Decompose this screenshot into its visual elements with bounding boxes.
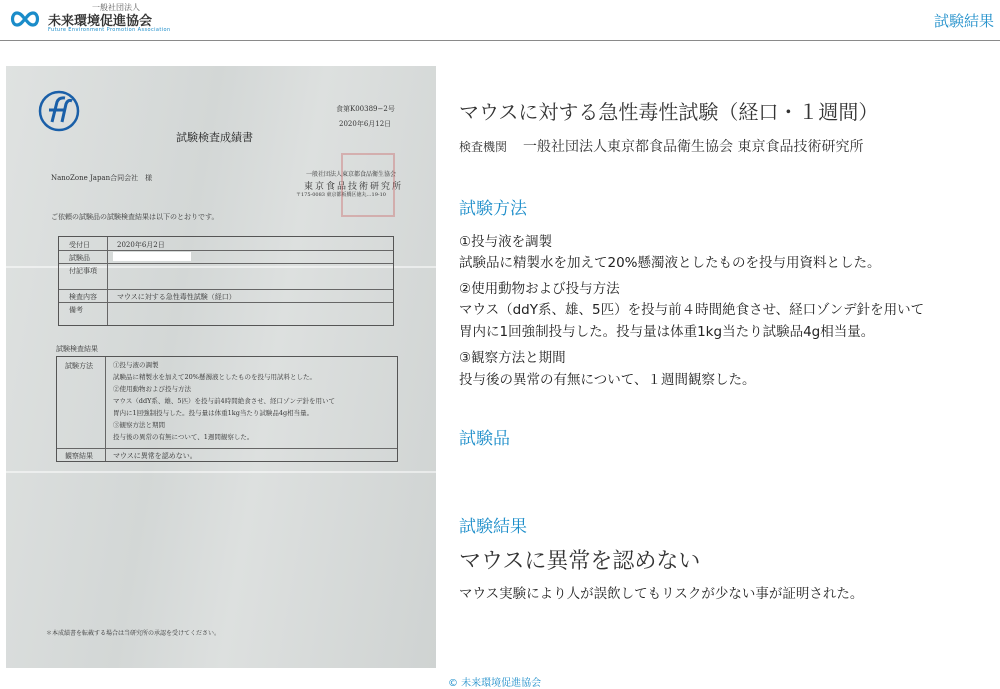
- reception-table: [58, 236, 394, 326]
- fold-line: [6, 471, 436, 473]
- table-label: 試験品: [69, 254, 90, 262]
- org-name: 未来環境促進協会: [48, 14, 153, 29]
- table-label: 観察結果: [65, 452, 93, 460]
- method-line: 胃内に1回強制投与した。投与量は体重1kg当たり試験品4g相当量。: [459, 324, 875, 340]
- certificate-paper: [6, 66, 436, 668]
- method-line: 試験品に精製水を加えて20%懸濁液としたものを投与用資料とした。: [459, 255, 881, 271]
- certificate-footnote: ＊本成績書を転載する場合は当研究所の承認を受けてください。: [46, 630, 221, 637]
- infinity-logo-icon: [8, 10, 42, 28]
- issuer-lab: 東京食品技術研究所: [304, 182, 404, 192]
- agency-value: 一般社団法人東京都食品衛生協会 東京食品技術研究所: [523, 139, 864, 155]
- table-label: 付記事項: [69, 267, 97, 275]
- method-line: ③観察方法と期間: [459, 350, 566, 366]
- reference-number: 食第K00389−2号: [336, 105, 395, 113]
- org-english-name: Future Environment Promotion Association: [48, 27, 171, 33]
- method-line: ①投与液の調製: [113, 361, 159, 369]
- table-label: 試験方法: [65, 362, 93, 370]
- table-label: 備考: [69, 306, 83, 314]
- certificate-title: 試験検査成績書: [176, 131, 253, 144]
- result-note: マウス実験により人が誤飲してもリスクが少ない事が証明された。: [459, 586, 864, 602]
- method-line: マウス（ddY系、雄、5匹）を投与前4時間絶食させ、経口ゾンデ針を用いて: [113, 397, 335, 405]
- org-logo: [8, 2, 208, 36]
- method-line: ①投与液を調製: [459, 234, 553, 250]
- results-table: [56, 356, 398, 462]
- header-divider: [0, 40, 1000, 41]
- agency-label: 検査機関: [459, 140, 508, 154]
- sample-heading: 試験品: [459, 429, 510, 449]
- method-line: ③観察方法と期間: [113, 421, 165, 429]
- method-line: 投与後の異常の有無について、1週間観察した。: [113, 433, 254, 441]
- method-line: ②使用動物および投与方法: [113, 385, 191, 393]
- table-label: 検査内容: [69, 293, 97, 301]
- method-line: マウス（ddY系、雄、5匹）を投与前４時間絶食させ、経口ゾンデ針を用いて: [459, 302, 925, 318]
- lab-logo-icon: [38, 90, 80, 132]
- method-heading: 試験方法: [459, 199, 527, 219]
- document-date: 2020年6月12日: [339, 120, 392, 128]
- method-line: ②使用動物および投与方法: [459, 281, 620, 297]
- org-type-label: 一般社団法人: [92, 3, 140, 12]
- testing-agency: [459, 136, 863, 156]
- method-line: 投与後の異常の有無について、１週間観察した。: [459, 372, 756, 388]
- section-title: 試験結果: [933, 12, 994, 30]
- copyright: © 未来環境促進協会: [448, 678, 542, 689]
- certificate-intro: ご依頼の試験品の試験検査結果は以下のとおりです。: [51, 213, 219, 221]
- result-headline: マウスに異常を認めない: [459, 549, 701, 574]
- certificate-image: [6, 66, 436, 668]
- table-label: 受付日: [69, 241, 90, 249]
- addressee: NanoZone Japan合同会社 様: [51, 174, 153, 182]
- table-value: マウスに対する急性毒性試験（経口）: [117, 293, 236, 301]
- official-seal: [341, 153, 395, 217]
- method-line: 胃内に1回強制投与した。投与量は体重1kg当たり試験品4g相当量。: [113, 409, 314, 417]
- redacted-sample-name: [113, 252, 191, 261]
- result-heading: 試験結果: [459, 517, 527, 537]
- issuer-address: 〒175-0083 東京都板橋区徳丸…19-10: [296, 192, 386, 198]
- test-title: マウスに対する急性毒性試験（経口・１週間）: [459, 100, 879, 124]
- issuer-association: 一般社団法人東京都食品衛生協会: [306, 171, 397, 178]
- results-heading: 試験検査結果: [56, 345, 98, 353]
- observation-result: マウスに異常を認めない。: [113, 452, 197, 460]
- method-line: 試験品に精製水を加えて20%懸濁液としたものを投与用試料とした。: [113, 373, 316, 381]
- page-header: [0, 0, 1000, 40]
- table-value: 2020年6月2日: [117, 241, 165, 249]
